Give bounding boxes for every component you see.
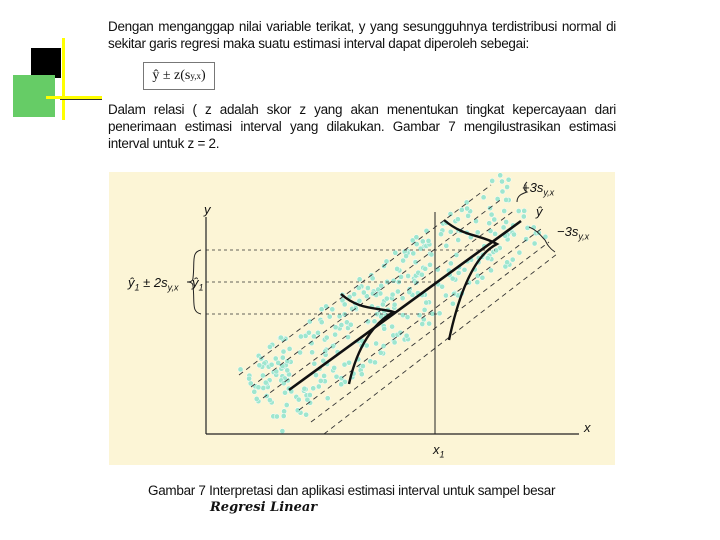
scatter-dot bbox=[475, 280, 480, 285]
scatter-dot bbox=[284, 402, 289, 407]
formula-sub: y,x bbox=[190, 71, 201, 81]
scatter-dot bbox=[359, 372, 364, 377]
scatter-dot bbox=[267, 344, 272, 349]
scatter-dot bbox=[352, 292, 357, 297]
scatter-dot bbox=[339, 382, 344, 387]
scatter-dot bbox=[337, 314, 342, 319]
y-axis-label: y bbox=[204, 202, 211, 217]
scatter-dot bbox=[307, 392, 312, 397]
scatter-dot bbox=[342, 362, 347, 367]
scatter-dot bbox=[315, 330, 320, 335]
scatter-dot bbox=[333, 332, 338, 337]
scatter-dot bbox=[261, 385, 266, 390]
scatter-dot bbox=[342, 302, 347, 307]
scatter-dot bbox=[348, 322, 353, 327]
scatter-dot bbox=[274, 414, 279, 419]
scatter-dot bbox=[280, 355, 285, 360]
scatter-dot bbox=[281, 349, 286, 354]
scatter-dot bbox=[260, 373, 265, 378]
scatter-dot bbox=[475, 230, 480, 235]
scatter-dot bbox=[404, 333, 409, 338]
scatter-dot bbox=[372, 360, 377, 365]
scatter-dot bbox=[281, 413, 286, 418]
scatter-dot bbox=[456, 237, 461, 242]
scatter-dot bbox=[318, 378, 323, 383]
scatter-dot bbox=[420, 321, 425, 326]
scatter-dot bbox=[499, 179, 504, 184]
scatter-dot bbox=[390, 292, 395, 297]
scatter-dot bbox=[319, 307, 324, 312]
scatter-dot bbox=[487, 221, 492, 226]
scatter-dot bbox=[404, 253, 409, 258]
formula-end: ) bbox=[201, 68, 206, 83]
scatter-dot bbox=[516, 208, 521, 213]
scatter-dot bbox=[257, 363, 262, 368]
scatter-dot bbox=[345, 335, 350, 340]
scatter-dot bbox=[506, 177, 511, 182]
scatter-dot bbox=[342, 312, 347, 317]
scatter-dot bbox=[501, 225, 506, 230]
scatter-dot bbox=[384, 296, 389, 301]
scatter-dot bbox=[298, 350, 303, 355]
scatter-dot bbox=[269, 362, 274, 367]
scatter-dot bbox=[502, 208, 507, 213]
scatter-dot bbox=[361, 290, 366, 295]
scatter-dot bbox=[419, 272, 424, 277]
interval-left-sub1: 1 bbox=[134, 282, 140, 293]
scatter-dot bbox=[443, 293, 448, 298]
band-line bbox=[263, 210, 515, 398]
decor-black-hline bbox=[60, 99, 102, 100]
scatter-dot bbox=[481, 195, 486, 200]
scatter-dot bbox=[517, 250, 522, 255]
scatter-dot bbox=[296, 397, 301, 402]
scatter-dot bbox=[332, 365, 337, 370]
scatter-dot bbox=[280, 429, 285, 434]
scatter-dot bbox=[273, 356, 278, 361]
scatter-dot bbox=[448, 261, 453, 266]
scatter-dot bbox=[401, 258, 406, 263]
scatter-dot bbox=[333, 325, 338, 330]
scatter-dot bbox=[307, 319, 312, 324]
figure-caption: Gambar 7 Interpretasi dan aplikasi estimasi interval untuk sampel besar bbox=[148, 483, 556, 498]
scatter-dot bbox=[263, 380, 268, 385]
scatter-dot bbox=[493, 231, 498, 236]
scatter-dot bbox=[450, 301, 455, 306]
scatter-dot bbox=[380, 302, 385, 307]
minus-band-main: −3s bbox=[557, 224, 579, 239]
scatter-dot bbox=[511, 232, 516, 237]
scatter-dot bbox=[427, 262, 432, 267]
scatter-dot bbox=[504, 197, 509, 202]
scatter-dot bbox=[372, 319, 377, 324]
scatter-dot bbox=[295, 408, 300, 413]
interval-right-label bbox=[192, 275, 204, 293]
scatter-dot bbox=[302, 386, 307, 391]
band-line bbox=[251, 198, 503, 387]
scatter-dot bbox=[488, 268, 493, 273]
scatter-dot bbox=[393, 250, 398, 255]
scatter-dot bbox=[422, 307, 427, 312]
scatter-dot bbox=[444, 243, 449, 248]
interval-formula bbox=[143, 62, 215, 90]
scatter-dot bbox=[238, 367, 243, 372]
scatter-dot bbox=[357, 298, 362, 303]
scatter-dot bbox=[500, 189, 505, 194]
scatter-dot bbox=[525, 225, 530, 230]
scatter-dot bbox=[456, 270, 461, 275]
scatter-dot bbox=[440, 284, 445, 289]
scatter-dot bbox=[450, 276, 455, 281]
yhat-label: ŷ bbox=[536, 204, 543, 219]
scatter-dot bbox=[360, 364, 365, 369]
scatter-dot bbox=[494, 248, 499, 253]
scatter-dot bbox=[311, 386, 316, 391]
scatter-dot bbox=[298, 334, 303, 339]
scatter-dot bbox=[304, 412, 309, 417]
scatter-dot bbox=[437, 311, 442, 316]
scatter-dot bbox=[521, 214, 526, 219]
x1-label bbox=[433, 442, 445, 460]
scatter-dot bbox=[254, 396, 259, 401]
scatter-dot bbox=[325, 396, 330, 401]
scatter-dot bbox=[370, 276, 375, 281]
scatter-dot bbox=[505, 184, 510, 189]
scatter-dot bbox=[395, 266, 400, 271]
scatter-dot bbox=[319, 320, 324, 325]
scatter-dot bbox=[418, 246, 423, 251]
scatter-dot bbox=[330, 307, 335, 312]
scatter-dot bbox=[400, 296, 405, 301]
plus-band-sub: y,x bbox=[543, 187, 555, 198]
scatter-dot bbox=[267, 398, 272, 403]
scatter-dot bbox=[365, 285, 370, 290]
scatter-dot bbox=[492, 217, 497, 222]
scatter-dot bbox=[278, 335, 283, 340]
scatter-dot bbox=[426, 238, 431, 243]
scatter-dot bbox=[411, 251, 416, 256]
scatter-dot bbox=[417, 313, 422, 318]
scatter-dot bbox=[334, 374, 339, 379]
scatter-dot bbox=[316, 384, 321, 389]
band-line bbox=[299, 229, 541, 410]
scatter-dot bbox=[475, 273, 480, 278]
x-axis-label: x bbox=[584, 420, 591, 435]
minus-band-label bbox=[557, 224, 589, 242]
scatter-dot bbox=[382, 326, 387, 331]
scatter-dot bbox=[462, 267, 467, 272]
scatter-dot bbox=[532, 241, 537, 246]
scatter-dot bbox=[414, 235, 419, 240]
scatter-dot bbox=[306, 330, 311, 335]
footer-title: Regresi Linear bbox=[210, 500, 318, 515]
scatter-dot bbox=[406, 273, 411, 278]
scatter-dot bbox=[330, 344, 335, 349]
x1-main: x bbox=[433, 442, 440, 457]
plus-band-label bbox=[522, 180, 554, 198]
scatter-dot bbox=[368, 359, 373, 364]
scatter-dot bbox=[510, 257, 515, 262]
scatter-dot bbox=[498, 173, 503, 178]
scatter-dot bbox=[339, 322, 344, 327]
scatter-dot bbox=[374, 341, 379, 346]
scatter-dot bbox=[485, 256, 490, 261]
scatter-dot bbox=[357, 277, 362, 282]
decor-black-square bbox=[31, 48, 61, 78]
decor-yellow-vline bbox=[62, 38, 65, 120]
scatter-dot bbox=[505, 260, 510, 265]
scatter-dot bbox=[420, 239, 425, 244]
interval-left-label bbox=[128, 275, 178, 293]
scatter-dot bbox=[448, 229, 453, 234]
scatter-dot bbox=[398, 274, 403, 279]
scatter-dot bbox=[313, 373, 318, 378]
scatter-dot bbox=[405, 315, 410, 320]
scatter-dot bbox=[524, 237, 529, 242]
scatter-dot bbox=[455, 217, 460, 222]
scatter-dot bbox=[454, 252, 459, 257]
scatter-dot bbox=[504, 219, 509, 224]
figure-7 bbox=[109, 172, 615, 465]
interval-left-mid: ± 2s bbox=[139, 275, 168, 290]
minus-band-sub: y,x bbox=[578, 231, 590, 242]
scatter-dot bbox=[429, 252, 434, 257]
scatter-dot bbox=[395, 289, 400, 294]
scatter-dot bbox=[252, 389, 257, 394]
scatter-dot bbox=[392, 340, 397, 345]
band-brace-right bbox=[529, 227, 555, 252]
scatter-dots bbox=[238, 173, 548, 434]
scatter-dot bbox=[282, 390, 287, 395]
interval-left-sub2: y,x bbox=[167, 282, 179, 293]
interval-left-main: ŷ bbox=[128, 275, 135, 290]
intro-paragraph: Dengan menganggap nilai variable terikat, y yang sesungguhnya terdistribusi normal di sekitar garis regresi maka suatu estimasi interval dapat diperoleh sebegai: bbox=[108, 19, 616, 51]
scatter-dot bbox=[324, 335, 329, 340]
scatter-dot bbox=[423, 266, 428, 271]
scatter-dot bbox=[490, 178, 495, 183]
scatter-dot bbox=[427, 321, 432, 326]
plus-band-main: +3s bbox=[522, 180, 544, 195]
interval-right-sub: 1 bbox=[198, 282, 204, 293]
scatter-dot bbox=[465, 206, 470, 211]
scatter-dot bbox=[282, 409, 287, 414]
scatter-dot bbox=[392, 302, 397, 307]
scatter-dot bbox=[256, 385, 261, 390]
scatter-dot bbox=[466, 213, 471, 218]
scatter-dot bbox=[438, 232, 443, 237]
interval-right-main: ŷ bbox=[192, 275, 199, 290]
scatter-dot bbox=[248, 381, 253, 386]
scatter-dot bbox=[322, 373, 327, 378]
scatter-dot bbox=[312, 361, 317, 366]
scatter-dot bbox=[522, 208, 527, 213]
scatter-dot bbox=[424, 300, 429, 305]
formula-main: ŷ ± z(s bbox=[152, 68, 191, 83]
scatter-dot bbox=[489, 212, 494, 217]
scatter-dot bbox=[247, 376, 252, 381]
x1-sub: 1 bbox=[439, 449, 445, 460]
scatter-dot bbox=[459, 207, 464, 212]
scatter-dot bbox=[327, 314, 332, 319]
scatter-dot bbox=[310, 350, 315, 355]
scatter-dot bbox=[384, 259, 389, 264]
scatter-dot bbox=[287, 346, 292, 351]
scatter-dot bbox=[305, 397, 310, 402]
relation-paragraph: Dalam relasi ( z adalah skor z yang akan menentukan tingkat kepercayaan dari penerimaan estimasi interval yang dilakukan. Gambar 7 mengilustrasikan estimasi interval untuk z = 2. bbox=[108, 102, 616, 151]
scatter-dot bbox=[390, 324, 395, 329]
band-line bbox=[311, 242, 549, 422]
scatter-dot bbox=[378, 350, 383, 355]
